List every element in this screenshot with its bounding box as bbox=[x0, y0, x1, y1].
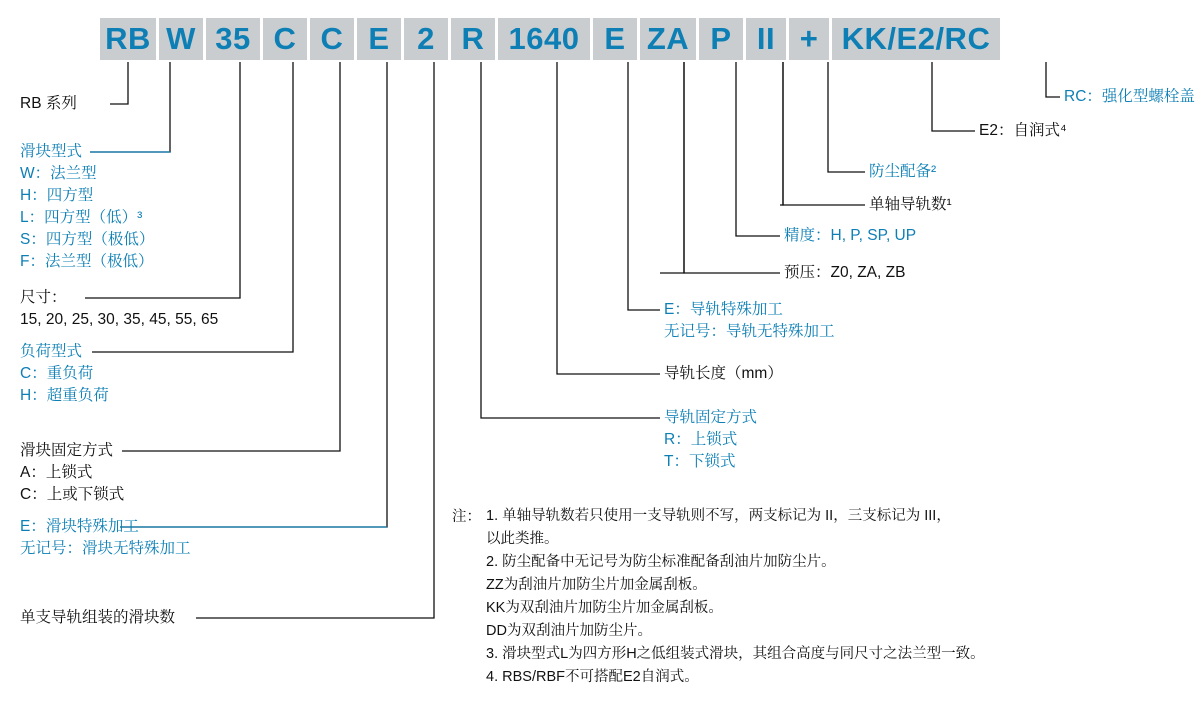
note-item-1-text: 单轴导轨数若只使用一支导轨则不写，两支标记为 II，三支标记为 III， bbox=[502, 508, 951, 524]
annotation-rail-mount-line-1: R：上锁式 bbox=[664, 431, 738, 448]
code-cell-c2: C bbox=[310, 18, 354, 60]
annotation-block-type bbox=[20, 141, 154, 273]
annotation-rail-special-line-1: 无记号：导轨无特殊加工 bbox=[664, 323, 835, 340]
code-cell-kk-e2-rc: KK/E2/RC bbox=[832, 18, 1000, 60]
code-cell-za: ZA bbox=[640, 18, 696, 60]
annotation-block-mount-line-2: C：上或下锁式 bbox=[20, 486, 125, 503]
code-cell-c1: C bbox=[263, 18, 307, 60]
annotation-rail-mount-heading: 导轨固定方式 bbox=[664, 409, 758, 426]
notes-list bbox=[486, 505, 985, 689]
annotation-size-values: 15, 20, 25, 30, 35, 45, 55, 65 bbox=[20, 311, 219, 328]
annotation-dustproof bbox=[869, 161, 936, 183]
annotation-rail-length bbox=[664, 363, 783, 385]
annotation-block-type-heading: 滑块型式 bbox=[20, 143, 83, 160]
annotation-size-heading: 尺寸： bbox=[20, 289, 67, 306]
annotation-rail-count bbox=[869, 194, 952, 216]
note-item-4-num: 4. bbox=[486, 669, 499, 685]
code-cell-2: 2 bbox=[404, 18, 448, 60]
note-item-2-sub-3: DD为双刮油片加防尘片。 bbox=[486, 623, 652, 639]
annotation-rail-mount bbox=[664, 407, 757, 473]
annotation-accuracy-heading: 精度：H, P, SP, UP bbox=[784, 227, 917, 244]
annotation-e2-self-lubricating-heading: E2：自润式⁴ bbox=[979, 122, 1067, 139]
annotation-accuracy bbox=[784, 225, 916, 247]
annotation-preload-heading: 预压：Z0, ZA, ZB bbox=[784, 264, 906, 281]
annotation-rail-count-heading: 单轴导轨数¹ bbox=[869, 196, 952, 213]
annotation-block-mount bbox=[20, 440, 124, 506]
annotation-block-special bbox=[20, 516, 191, 560]
note-item-3-text: 滑块型式L为四方形H之低组装式滑块，其组合高度与同尺寸之法兰型一致。 bbox=[502, 646, 985, 662]
annotation-dustproof-heading: 防尘配备² bbox=[869, 163, 937, 180]
annotation-e2-self-lubricating bbox=[979, 120, 1067, 142]
annotation-rail-special bbox=[664, 299, 835, 343]
code-cell-rb: RB bbox=[100, 18, 156, 60]
code-cell-1640: 1640 bbox=[498, 18, 590, 60]
code-cell-e1: E bbox=[357, 18, 401, 60]
annotation-rail-length-heading: 导轨长度（mm） bbox=[664, 365, 783, 382]
note-item-2-text: 防尘配备中无记号为防尘标准配备刮油片加防尘片。 bbox=[502, 554, 836, 570]
note-item-1-num: 1. bbox=[486, 508, 499, 524]
annotation-block-mount-line-1: A：上锁式 bbox=[20, 464, 93, 481]
annotation-block-type-line-1: W：法兰型 bbox=[20, 165, 97, 182]
code-cell-w: W bbox=[159, 18, 203, 60]
annotation-rc-bolt-cover-heading: RC：强化型螺栓盖 bbox=[1064, 88, 1195, 105]
annotation-load-type bbox=[20, 341, 109, 407]
code-cell-e2: E bbox=[593, 18, 637, 60]
annotation-load-type-line-1: C：重负荷 bbox=[20, 365, 94, 382]
annotation-block-count-heading: 单支导轨组装的滑块数 bbox=[20, 609, 176, 626]
note-item-3 bbox=[486, 643, 985, 666]
note-item-1-sub-1: 以此类推。 bbox=[486, 531, 559, 547]
code-cell-ii: II bbox=[746, 18, 786, 60]
annotation-rail-special-heading: E：导轨特殊加工 bbox=[664, 301, 783, 318]
annotation-block-count bbox=[20, 607, 175, 629]
annotation-block-type-line-4: S：四方型（极低） bbox=[20, 231, 155, 248]
annotation-load-type-heading: 负荷型式 bbox=[20, 343, 83, 360]
annotation-block-type-line-3: L：四方型（低）³ bbox=[20, 209, 143, 226]
annotation-load-type-line-2: H：超重负荷 bbox=[20, 387, 109, 404]
annotation-series bbox=[20, 93, 77, 115]
code-cell-plus: + bbox=[789, 18, 829, 60]
note-item-2 bbox=[486, 551, 985, 574]
annotation-block-special-heading: E：滑块特殊加工 bbox=[20, 518, 139, 535]
note-item-2-num: 2. bbox=[486, 554, 499, 570]
code-cell-r: R bbox=[451, 18, 495, 60]
note-item-3-num: 3. bbox=[486, 646, 499, 662]
annotation-block-type-line-5: F：法兰型（极低） bbox=[20, 253, 154, 270]
annotation-preload bbox=[784, 262, 905, 284]
model-code-row bbox=[100, 18, 1000, 60]
annotation-block-special-line-1: 无记号：滑块无特殊加工 bbox=[20, 540, 191, 557]
note-item-2-sub-1: ZZ为刮油片加防尘片加金属刮板。 bbox=[486, 577, 707, 593]
annotation-series-heading: RB 系列 bbox=[20, 95, 77, 112]
note-item-4-text: RBS/RBF不可搭配E2自润式。 bbox=[502, 669, 699, 685]
note-item-1 bbox=[486, 505, 985, 528]
annotation-size bbox=[20, 287, 218, 331]
code-cell-35: 35 bbox=[206, 18, 260, 60]
note-item-4 bbox=[486, 666, 985, 689]
annotation-block-mount-heading: 滑块固定方式 bbox=[20, 442, 114, 459]
notes-label: 注： bbox=[452, 509, 481, 525]
annotation-rc-bolt-cover bbox=[1064, 86, 1195, 108]
annotation-block-type-line-2: H：四方型 bbox=[20, 187, 94, 204]
note-item-2-sub-2: KK为双刮油片加防尘片加金属刮板。 bbox=[486, 600, 723, 616]
code-cell-p: P bbox=[699, 18, 743, 60]
annotation-rail-mount-line-2: T：下锁式 bbox=[664, 453, 736, 470]
